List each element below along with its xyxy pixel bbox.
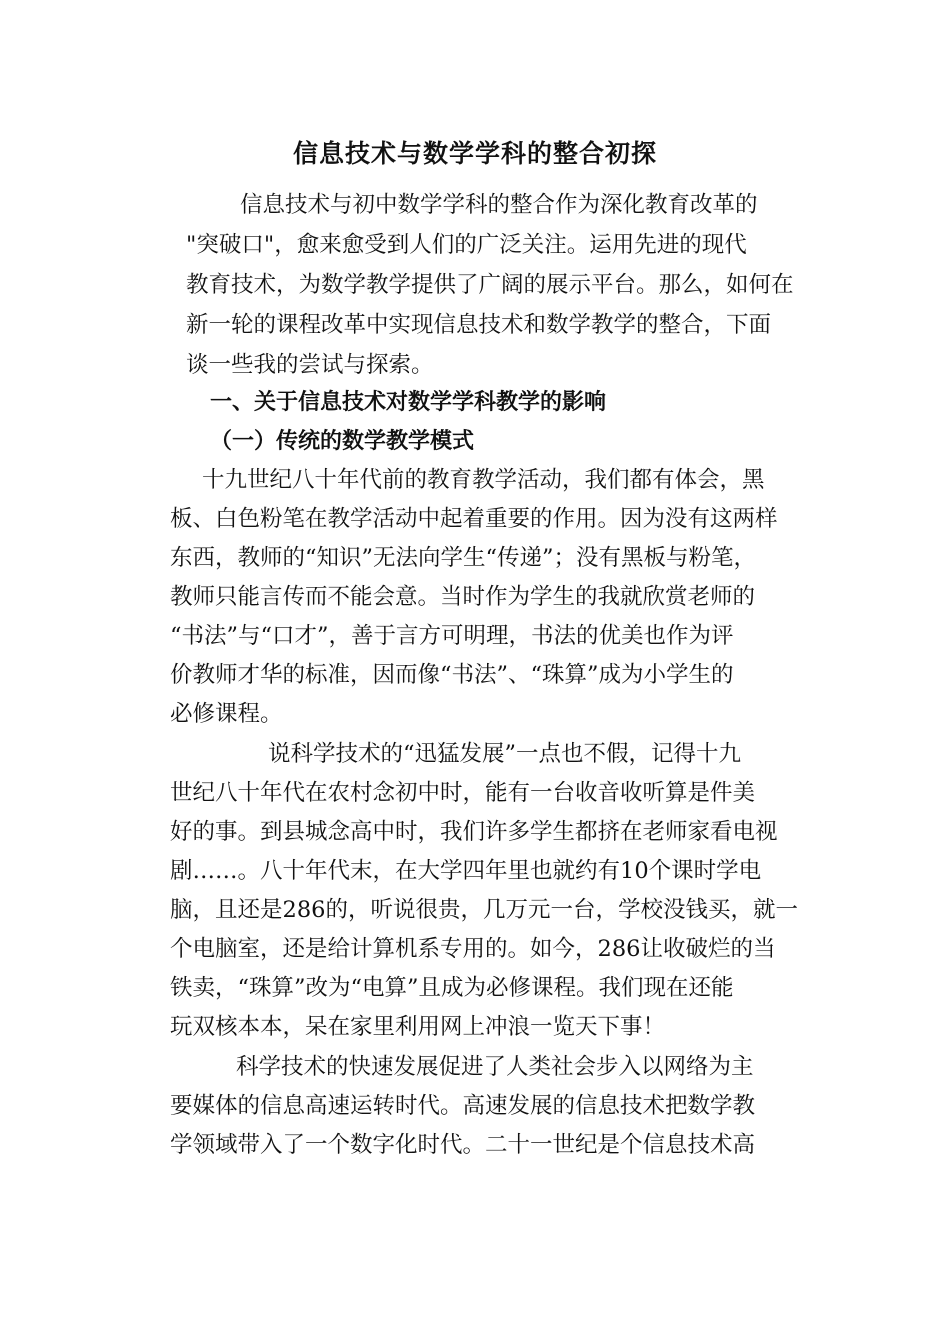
paragraph2-line: 脑，且还是286的，听说很贵，几万元一台，学校没钱买，就一 bbox=[170, 897, 798, 923]
paragraph3-line: 学领域带入了一个数字化时代。二十一世纪是个信息技术高 bbox=[170, 1132, 756, 1158]
paragraph2-line: 个电脑室，还是给计算机系专用的。如今，286让收破烂的当 bbox=[170, 936, 776, 962]
paragraph1-line: “书法”与“口才”，善于言方可明理，书法的优美也作为评 bbox=[170, 623, 734, 649]
section-heading: 一、关于信息技术对数学学科教学的影响 bbox=[210, 390, 607, 415]
intro-line: 教育技术，为数学教学提供了广阔的展示平台。那么，如何在 bbox=[186, 272, 794, 298]
paragraph1-line: 东西，教师的“知识”无法向学生“传递”；没有黑板与粉笔， bbox=[170, 545, 757, 571]
paragraph2-line: 玩双核本本，呆在家里利用网上冲浪一览天下事！ bbox=[170, 1014, 666, 1040]
paragraph2-line: 说科学技术的“迅猛发展”一点也不假，记得十九 bbox=[268, 741, 742, 767]
paragraph3-line: 要媒体的信息高速运转时代。高速发展的信息技术把数学教 bbox=[170, 1093, 756, 1119]
paragraph1-line: 十九世纪八十年代前的教育教学活动，我们都有体会，黑 bbox=[202, 467, 765, 493]
paragraph1-line: 板、白色粉笔在教学活动中起着重要的作用。因为没有这两样 bbox=[170, 506, 778, 532]
paragraph1-line: 教师只能言传而不能会意。当时作为学生的我就欣赏老师的 bbox=[170, 584, 756, 610]
document-title: 信息技术与数学学科的整合初探 bbox=[292, 139, 657, 168]
intro-line: "突破口"，愈来愈受到人们的广泛关注。运用先进的现代 bbox=[186, 232, 747, 258]
subsection-heading: （一）传统的数学教学模式 bbox=[210, 429, 475, 454]
paragraph1-line: 必修课程。 bbox=[170, 701, 283, 727]
intro-line: 新一轮的课程改革中实现信息技术和数学教学的整合，下面 bbox=[186, 312, 772, 338]
intro-line: 信息技术与初中数学学科的整合作为深化教育改革的 bbox=[240, 192, 758, 218]
paragraph2-line: 好的事。到县城念高中时，我们许多学生都挤在老师家看电视 bbox=[170, 819, 778, 845]
paragraph3-line: 科学技术的快速发展促进了人类社会步入以网络为主 bbox=[236, 1054, 754, 1080]
intro-line: 谈一些我的尝试与探索。 bbox=[186, 352, 434, 378]
paragraph2-line: 铁卖，“珠算”改为“电算”且成为必修课程。我们现在还能 bbox=[170, 975, 734, 1001]
paragraph2-line: 世纪八十年代在农村念初中时，能有一台收音收听算是件美 bbox=[170, 780, 756, 806]
paragraph2-line: 剧……。八十年代末，在大学四年里也就约有10个课时学电 bbox=[170, 858, 762, 884]
paragraph1-line: 价教师才华的标准，因而像“书法”、“珠算”成为小学生的 bbox=[170, 662, 734, 688]
